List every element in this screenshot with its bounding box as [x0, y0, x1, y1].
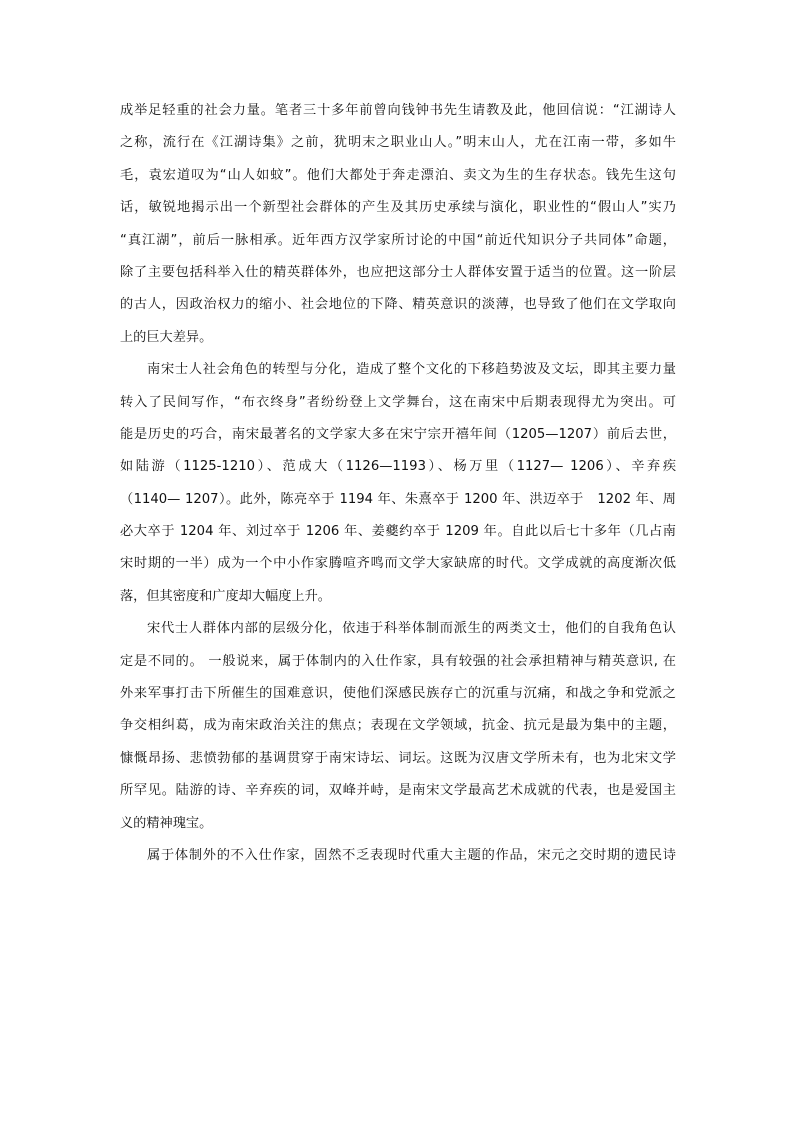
text-line: 毛，袁宏道叹为“山人如蚊”。他们大都处于奔走漂泊、卖文为生的生存状态。钱先生这句 [120, 167, 676, 183]
text-line: 属于体制外的不入仕作家，固然不乏表现时代重大主题的作品，宋元之交时期的遗民诗 [147, 847, 676, 863]
text-line: 落，但其密度和广度却大幅度上升。 [120, 588, 331, 604]
paragraph-1 [120, 95, 676, 354]
text-line: 上的巨大差异。 [120, 329, 213, 345]
text-line: 所罕见。陆游的诗、辛弃疾的词，双峰并峙，是南宋文学最高艺术成就的代表，也是爱国主 [120, 783, 676, 799]
text-line: 争交相纠葛，成为南宋政治关注的焦点；表现在文学领域，抗金、抗元是最为集中的主题， [120, 718, 676, 734]
paragraph-2 [120, 354, 676, 613]
text-line: 宋代士人群体内部的层级分化，依违于科举体制而派生的两类文士，他们的自我角色认 [147, 621, 676, 637]
text-line: 义的精神瑰宝。 [120, 815, 213, 831]
paragraph-3 [120, 613, 676, 840]
text-line: 之称，流行在《江湖诗集》之前，犹明末之职业山人。”明末山人，尤在江南一带，多如牛 [120, 135, 676, 151]
text-line: 南宋士人社会角色的转型与分化，造成了整个文化的下移趋势波及文坛，即其主要力量 [147, 362, 676, 378]
text-line: “真江湖”，前后一脉相承。近年西方汉学家所讨论的中国“前近代知识分子共同体”命题， [120, 232, 676, 248]
text-line: 慷慨昂扬、悲愤勃郁的基调贯穿于南宋诗坛、词坛。这既为汉唐文学所未有，也为北宋文学 [120, 750, 676, 766]
paragraph-4 [120, 840, 676, 872]
text-line: 必大卒于 1204 年、刘过卒于 1206 年、姜夔约卒于 1209 年。自此以后七十多年（几占南 [120, 524, 676, 540]
text-line: 如陆游（1125-1210）、范成大（1126—1193）、杨万里（1127— 1206）、辛弃疾 [120, 459, 676, 475]
text-line: 的古人，因政治权力的缩小、社会地位的下降、精英意识的淡薄，也导致了他们在文学取向 [120, 297, 676, 313]
body-text [120, 95, 676, 872]
text-line: 宋时期的一半）成为一个中小作家腾喧齐鸣而文学大家缺席的时代。文学成就的高度渐次低 [120, 556, 676, 572]
text-line: 除了主要包括科举入仕的精英群体外，也应把这部分士人群体安置于适当的位置。这一阶层 [120, 264, 676, 280]
text-line: 外来军事打击下所催生的国难意识，使他们深感民族存亡的沉重与沉痛，和战之争和党派之 [120, 686, 676, 702]
text-line: 话，敏锐地揭示出一个新型社会群体的产生及其历史承续与演化，职业性的“假山人”实乃 [120, 200, 676, 216]
text-line: 转入了民间写作，“布衣终身”者纷纷登上文学舞台，这在南宋中后期表现得尤为突出。可 [120, 394, 676, 410]
text-line: 能是历史的巧合，南宋最著名的文学家大多在宋宁宗开禧年间（1205—1207）前后去世， [120, 426, 676, 442]
text-line: （1140— 1207）。此外，陈亮卒于 1194 年、朱熹卒于 1200 年、洪迈卒于 1202 年、周 [120, 491, 676, 507]
text-line: 定是不同的。 一般说来，属于体制内的入仕作家，具有较强的社会承担精神与精英意识, 在 [120, 653, 676, 669]
text-line: 成举足轻重的社会力量。笔者三十多年前曾向钱钟书先生请教及此，他回信说：“江湖诗人 [120, 103, 676, 118]
